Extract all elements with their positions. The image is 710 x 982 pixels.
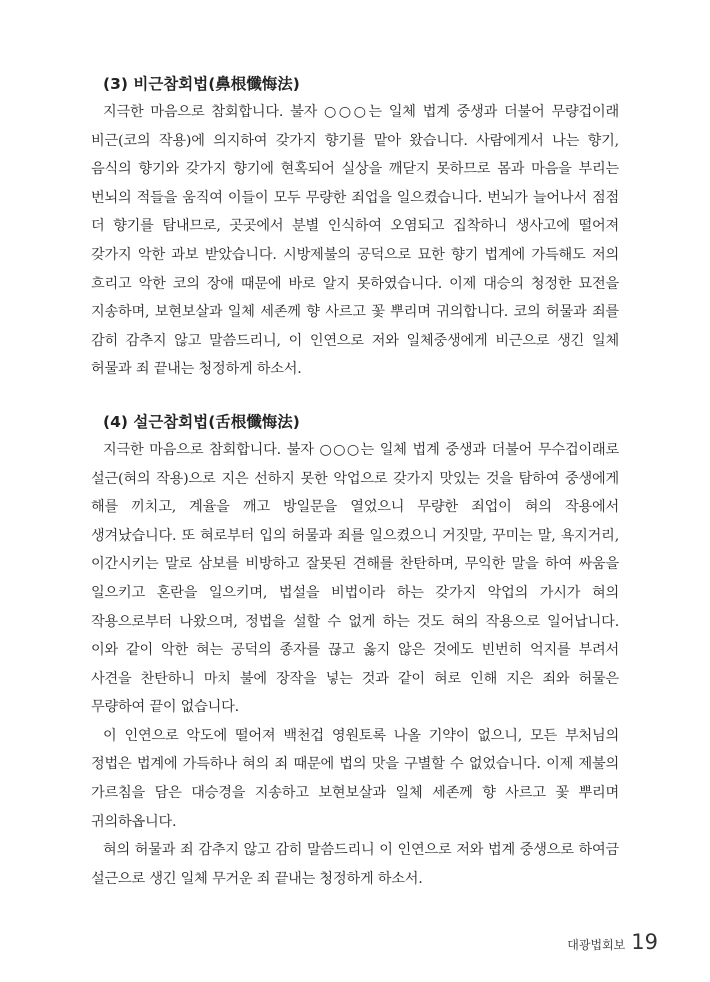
section-nose-repentance	[91, 70, 619, 384]
paragraph: 이 인연으로 악도에 떨어져 백천겁 영원토록 나올 기약이 없으니, 모든 부처님의 정법은 법계에 가득하나 혀의 죄 때문에 법의 맛을 구별할 수 없었습니다. 이제 제불의 가르침을 담은 대승경을 지송하고 보현보살과 일체 세존께 향 사르고 꽃 뿌리며 귀의하옵니다.	[91, 727, 619, 830]
paragraph: 혀의 허물과 죄 감추지 않고 감히 말씀드리니 이 인연으로 저와 법계 중생으로 하여금 설근으로 생긴 일체 무거운 죄 끝내는 청정하게 하소서.	[91, 842, 619, 887]
page-footer	[567, 930, 658, 954]
section-heading: (3) 비근참회법(鼻根懺悔法)	[103, 75, 300, 93]
section-heading: (4) 설근참회법(舌根懺悔法)	[103, 412, 300, 431]
paragraph: 지극한 마음으로 참회합니다. 불자 ○○○는 일체 법계 중생과 더불어 무수겁이래로 설근(혀의 작용)으로 지은 선하지 못한 악업으로 갖가지 맛있는 것을 탐하여 중생에게 해를 끼치고, 계율을 깨고 방일문을 열었으니 무량한 죄업이 혀의 작용에서 생겨났습니다. 또 혀로부터 입의 허물과 죄를 일으켰으니 거짓말, 꾸미는 말, 욕지거리, 이간시키는 말로 삼보를 비방하고 잘못된 견해를 찬탄하며, 무익한 말을 하여 싸움을 일으키고 혼란을 일으키며, 법설을 비법이라 하는 갖가지 악업의 가시가 혀의 작용으로부터 나왔으며, 정법을 설할 수 없게 하는 것도 혀의 작용으로 일어납니다. 이와 같이 악한 혀는 공덕의 종자를 끊고 옳지 않은 것에도 빈번히 억지를 부려서 사견을 찬탄하니 마치 불에 장작을 넣는 것과 같이 혀로 인해 지은 죄와 허물은 무량하여 끝이 없습니다.	[91, 441, 619, 716]
page-number: 19	[631, 930, 658, 954]
paragraph: 지극한 마음으로 참회합니다. 불자 ○○○는 일체 법계 중생과 더불어 무량겁이래 비근(코의 작용)에 의지하여 갖가지 향기를 맡아 왔습니다. 사람에게서 나는 향기, 음식의 향기와 갖가지 향기에 현혹되어 실상을 깨닫지 못하므로 몸과 마음을 부리는 번뇌의 적들을 움직여 이들이 모두 무량한 죄업을 일으켰습니다. 번뇌가 늘어나서 점점 더 향기를 탐내므로, 곳곳에서 분별 인식하여 오염되고 집착하니 생사고에 떨어져 갖가지 악한 과보 받았습니다. 시방제불의 공덕으로 묘한 향기 법계에 가득해도 저의 흐리고 악한 코의 장애 때문에 바로 알지 못하였습니다. 이제 대승의 청정한 묘전을 지송하며, 보현보살과 일체 세존께 향 사르고 꽃 뿌리며 귀의합니다. 코의 허물과 죄를 감히 감추지 않고 말씀드리니, 이 인연으로 저와 일체중생에게 비근으로 생긴 일체 허물과 죄 끝내는 청정하게 하소서.	[91, 104, 619, 378]
page-body	[91, 70, 619, 893]
publication-name: 대광법회보	[567, 938, 626, 952]
section-tongue-repentance	[91, 408, 619, 894]
